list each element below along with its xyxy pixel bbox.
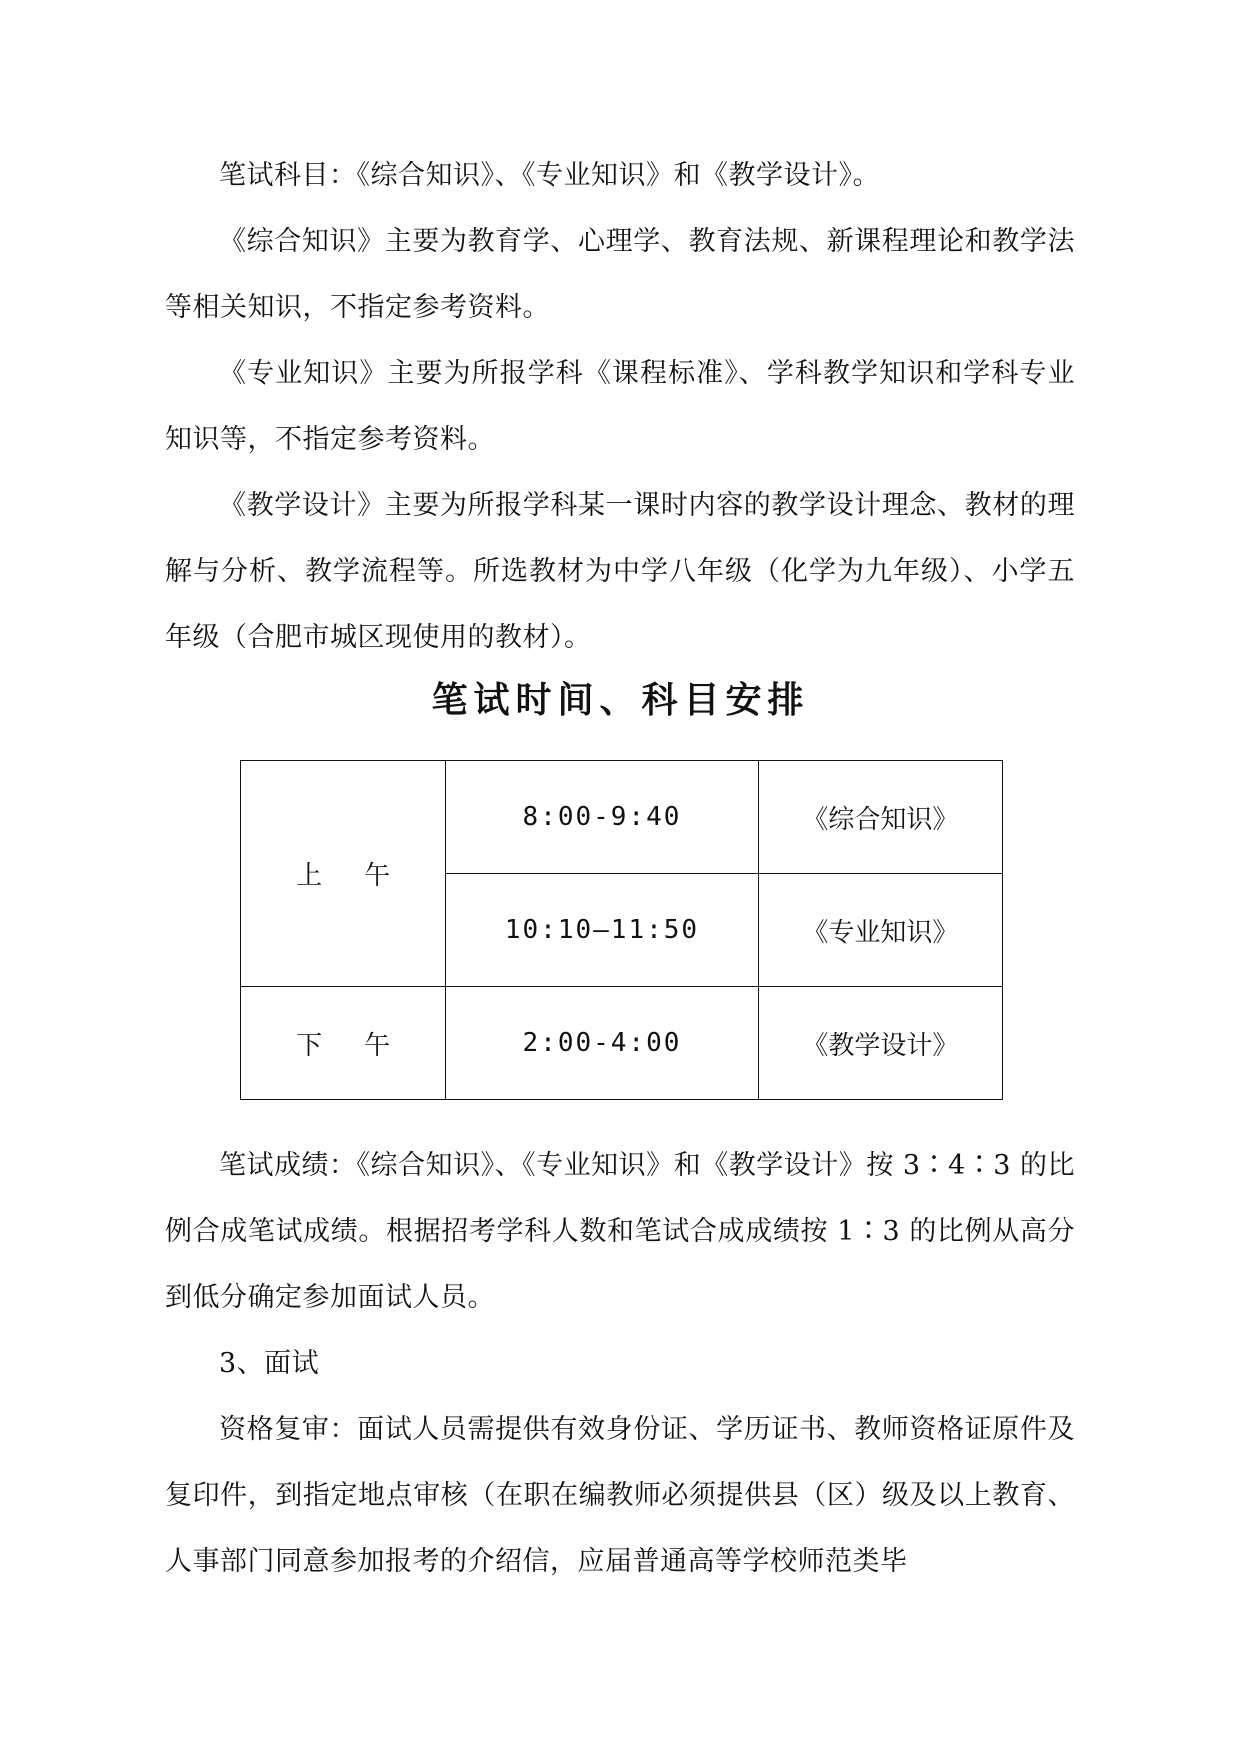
subject-cell: 《专业知识》 <box>758 874 1002 987</box>
section-heading-interview: 3、面试 <box>219 1348 320 1379</box>
paragraph-qualification-review: 资格复审：面试人员需提供有效身份证、学历证书、教师资格证原件及复印件，到指定地点审核（在职在编教师必须提供县（区）级及以上教育、人事部门同意参加报考的介绍信，应届普通高等学校师范类毕 <box>165 1414 1075 1577</box>
paragraph-written-score: 笔试成绩：《综合知识》、《专业知识》和《教学设计》按 3∶4∶3 的比例合成笔试成绩。根据招考学科人数和笔试合成成绩按 1∶3 的比例从高分到低分确定参加面试人员。 <box>165 1150 1075 1313</box>
subject-cell: 《教学设计》 <box>758 987 1002 1100</box>
time-cell: 8:00-9:40 <box>446 761 758 874</box>
morning-cell: 上午 <box>241 761 446 987</box>
paragraph-written-subjects: 笔试科目：《综合知识》、《专业知识》和《教学设计》。 <box>219 160 880 191</box>
table-row <box>241 987 1003 1100</box>
time-cell: 10:10—11:50 <box>446 874 758 987</box>
schedule-title: 笔试时间、科目安排 <box>431 679 810 721</box>
paragraph-general-knowledge: 《综合知识》主要为教育学、心理学、教育法规、新课程理论和教学法等相关知识，不指定参考资料。 <box>165 226 1075 323</box>
schedule-table <box>240 760 1003 1100</box>
subject-cell: 《综合知识》 <box>758 761 1002 874</box>
paragraph-teaching-design: 《教学设计》主要为所报学科某一课时内容的教学设计理念、教材的理解与分析、教学流程等。所选教材为中学八年级（化学为九年级）、小学五年级（合肥市城区现使用的教材）。 <box>165 490 1075 653</box>
afternoon-cell: 下午 <box>241 987 446 1100</box>
time-cell: 2:00-4:00 <box>446 987 758 1100</box>
paragraph-professional-knowledge: 《专业知识》主要为所报学科《课程标准》、学科教学知识和学科专业知识等，不指定参考资料。 <box>165 358 1075 455</box>
table-row <box>241 761 1003 874</box>
